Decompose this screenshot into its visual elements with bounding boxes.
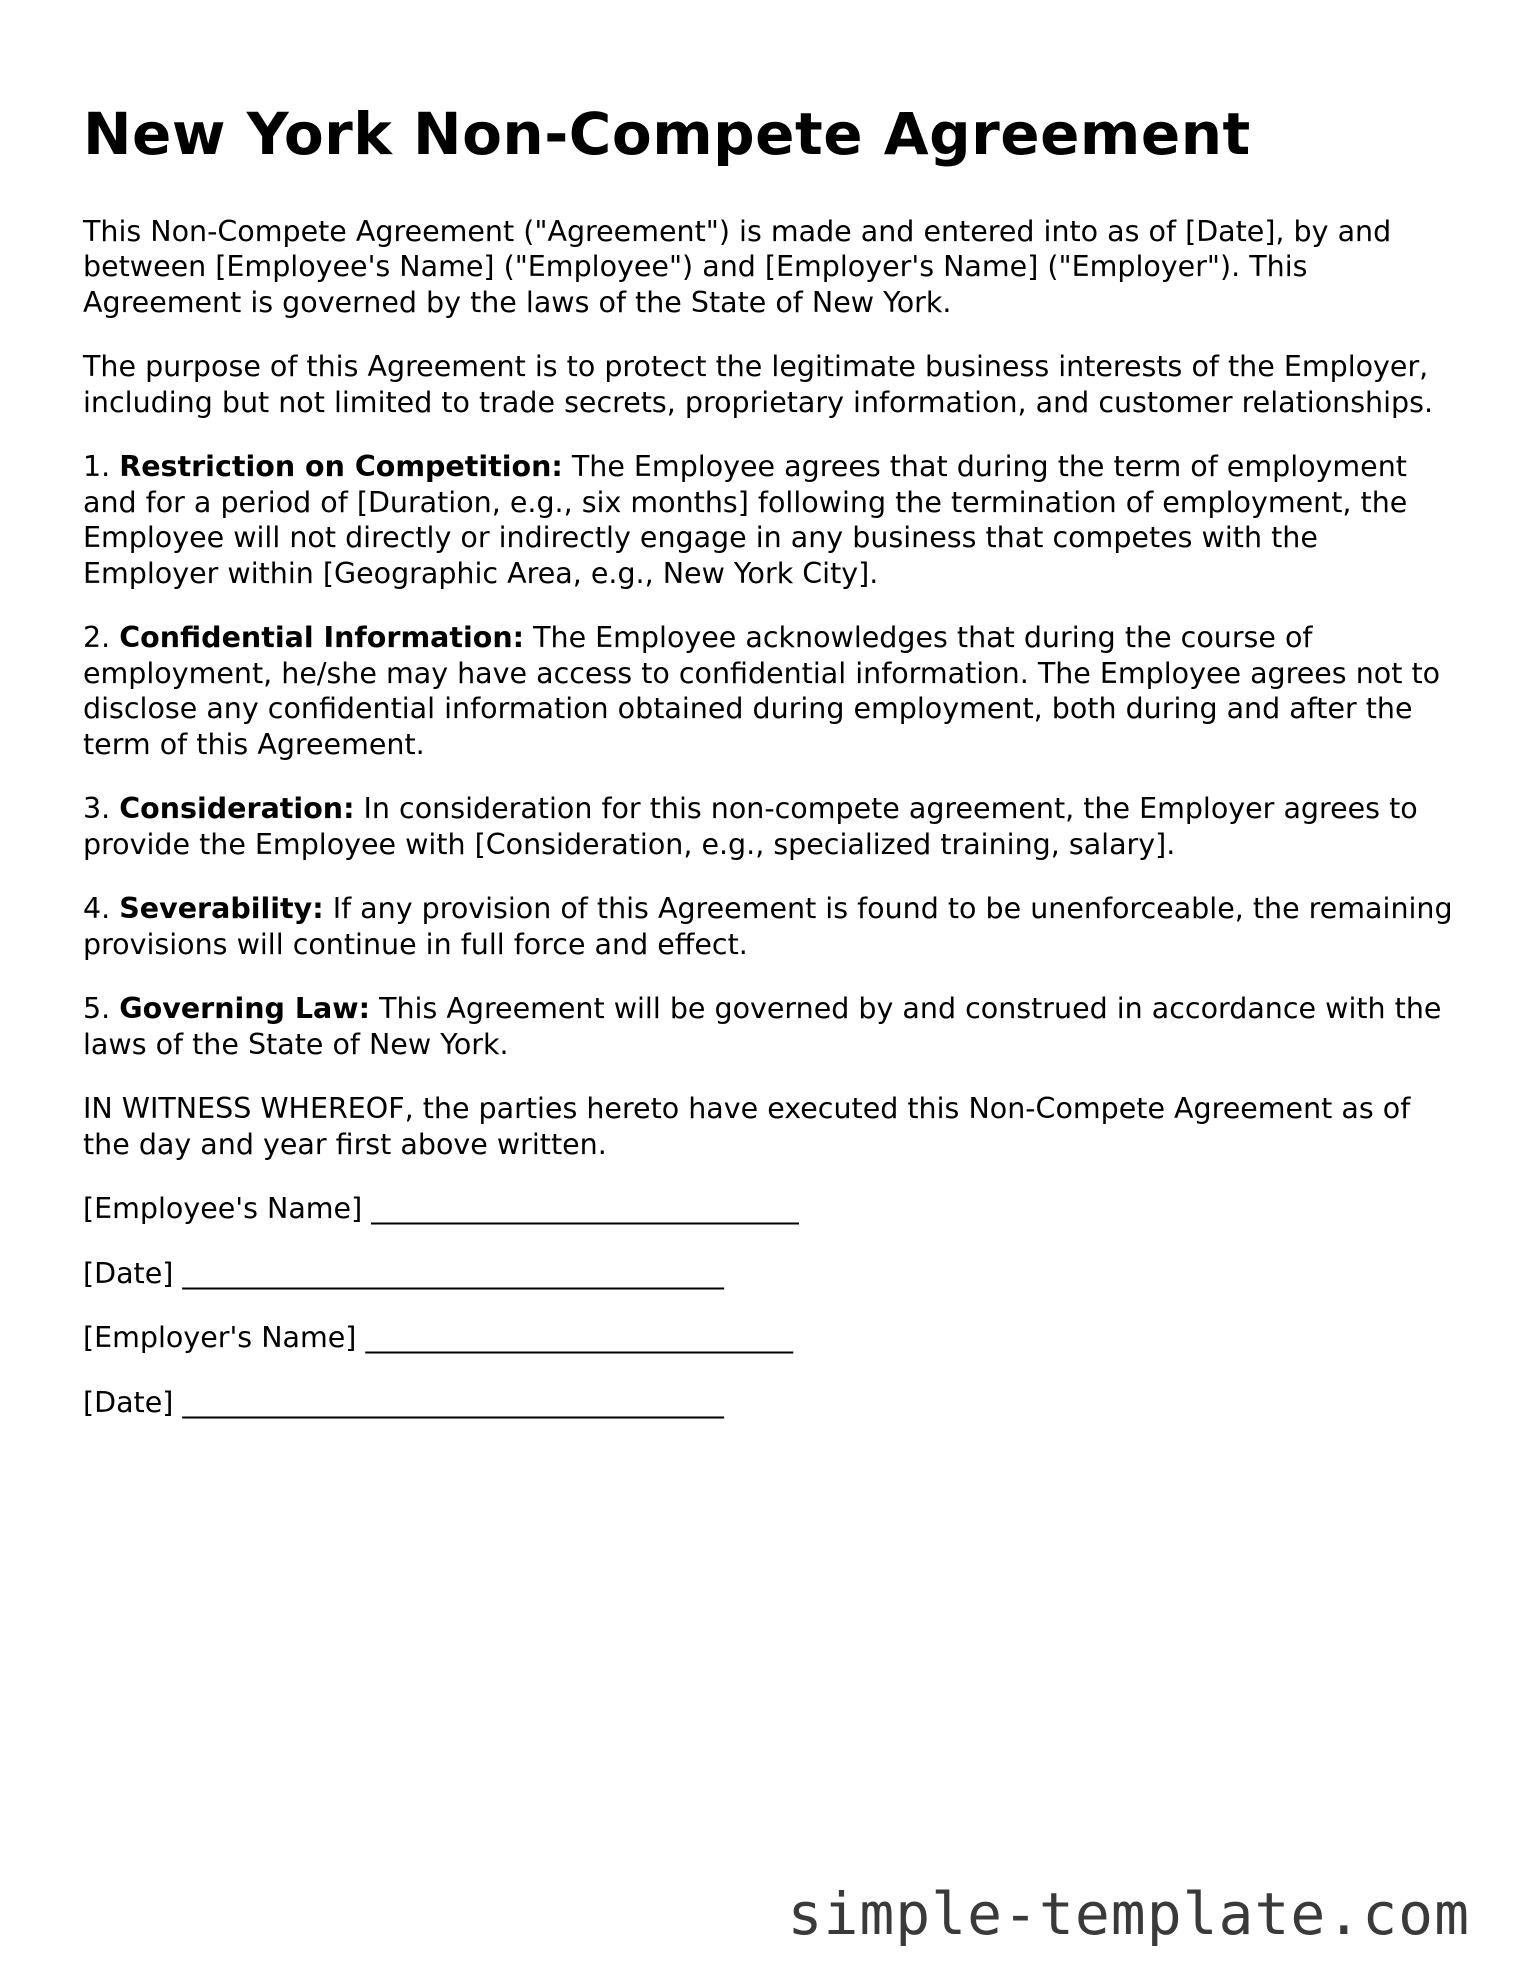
employer-date-signature-line: [Date] ______________________________________	[83, 1385, 724, 1419]
clause-number: 4.	[83, 892, 111, 926]
clause-text: In consideration for this non-compete agreement, the Employer agrees to provide the Employee with [Consideration, e.g., specialized training, salary].	[83, 792, 1418, 861]
clause-number: 5.	[83, 992, 111, 1026]
clause-title: Consideration:	[119, 792, 355, 826]
clause-number: 2.	[83, 621, 111, 655]
clause-text: The Employee acknowledges that during the course of employment, he/she may have access to confidential information. The Employee agrees not to disclose any confidential information obtained during employment, both during and after the term of this Agreement.	[83, 621, 1441, 761]
witness-paragraph: IN WITNESS WHEREOF, the parties hereto have executed this Non-Compete Agreement as of the day and year first above written.	[83, 1092, 1411, 1161]
clause-number: 1.	[83, 450, 111, 484]
clause-title: Severability:	[119, 892, 324, 926]
employee-name-signature-line: [Employee's Name] ______________________________	[83, 1192, 799, 1226]
clause-severability	[83, 891, 1453, 962]
clause-text: This Agreement will be governed by and construed in accordance with the laws of the State of New York.	[83, 992, 1442, 1061]
intro-paragraph-2: The purpose of this Agreement is to protect the legitimate business interests of the Employer, including but not limited to trade secrets, proprietary information, and customer relationships.	[83, 350, 1434, 419]
clause-confidential-information	[83, 620, 1453, 762]
clause-consideration	[83, 791, 1453, 862]
clause-title: Governing Law:	[119, 992, 370, 1026]
clause-text: The Employee agrees that during the term of employment and for a period of [Duration, e.g., six months] following the termination of employment, the Employee will not directly or indirectly engage in any business that competes with the Employer within [Geographic Area, e.g., New York City].	[83, 450, 1408, 590]
clause-title: Confidential Information:	[119, 621, 525, 655]
employer-name-signature-line: [Employer's Name] ______________________________	[83, 1321, 793, 1355]
clause-number: 3.	[83, 792, 111, 826]
clause-text: If any provision of this Agreement is found to be unenforceable, the remaining provisions will continue in full force and effect.	[83, 892, 1453, 961]
watermark-text: simple-template.com	[787, 1880, 1470, 1948]
clause-title: Restriction on Competition:	[119, 450, 563, 484]
document-title: New York Non-Compete Agreement	[83, 100, 1251, 168]
clause-governing-law	[83, 991, 1453, 1062]
document-page	[83, 100, 1453, 1449]
clause-restriction-on-competition	[83, 449, 1453, 591]
employee-date-signature-line: [Date] ______________________________________	[83, 1256, 724, 1290]
intro-paragraph-1: This Non-Compete Agreement ("Agreement") is made and entered into as of [Date], by and between [Employee's Name] ("Employee") and [Employer's Name] ("Employer"). This Agreement is governed by the laws of the State of New York.	[83, 214, 1392, 319]
